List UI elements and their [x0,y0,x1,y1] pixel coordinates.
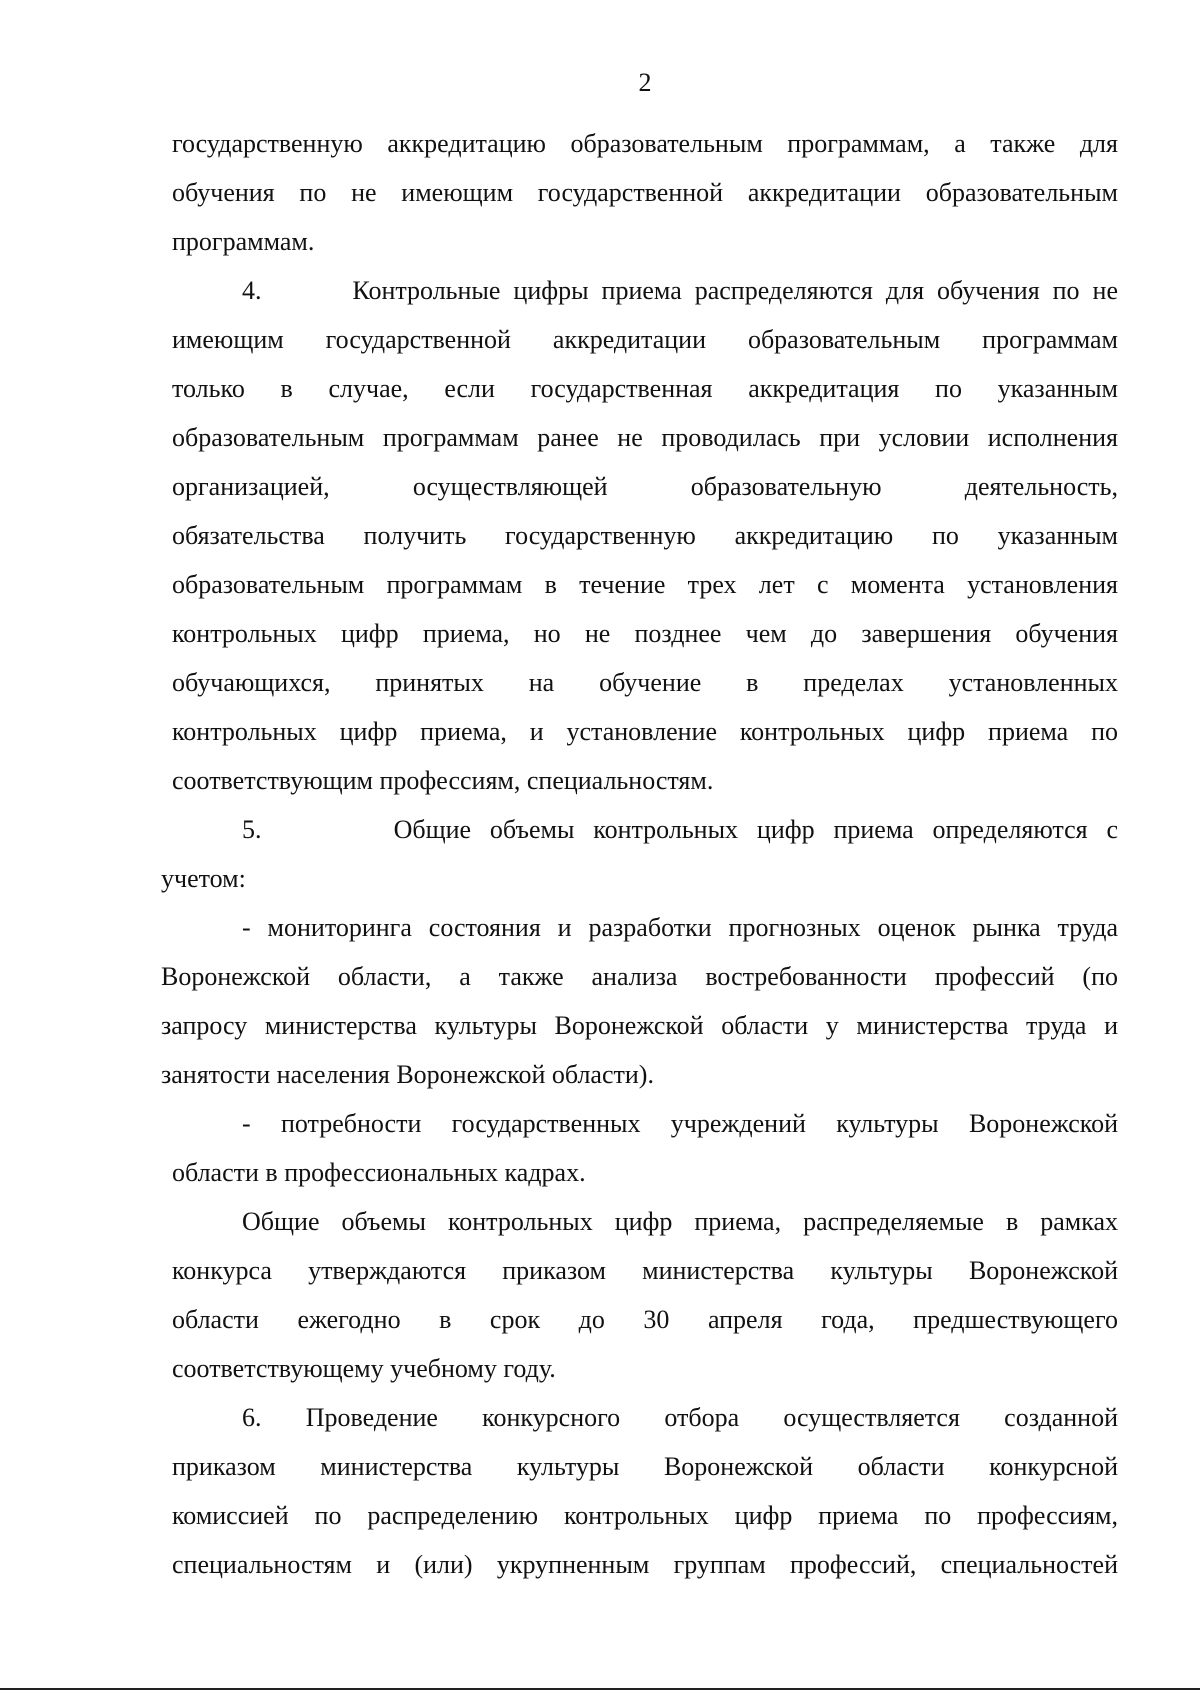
text-line: контрольных цифр приема, и установление контрольных цифр приема по [172,717,1118,746]
text-line: только в случае, если государственная аккредитация по указанным [172,374,1118,403]
text-line: государственную аккредитацию образовательным программам, а также для [172,129,1118,158]
text-line: занятости населения Воронежской области). [161,1060,654,1089]
text-line: приказом министерства культуры Воронежской области конкурсной [172,1452,1118,1481]
text-line: обучения по не имеющим государственной аккредитации образовательным [172,178,1118,207]
text-line: Воронежской области, а также анализа востребованности профессий (по [161,962,1118,991]
text-line: образовательным программам ранее не проводилась при условии исполнения [172,423,1118,452]
text-line: специальностям и (или) укрупненным группам профессий, специальностей [172,1550,1118,1579]
text-line: конкурса утверждаются приказом министерства культуры Воронежской [172,1256,1118,1285]
text-line: - потребности государственных учреждений культуры Воронежской [242,1109,1118,1138]
page-number: 2 [638,68,652,97]
text-line: соответствующему учебному году. [172,1354,556,1383]
text-line: контрольных цифр приема, но не позднее чем до завершения обучения [172,619,1118,648]
text-line: программам. [172,227,315,256]
text-line: организацией, осуществляющей образовательную деятельность, [172,472,1118,501]
text-line: запросу министерства культуры Воронежской области у министерства труда и [161,1011,1118,1040]
text-line: 5. Общие объемы контрольных цифр приема определяются с [242,815,1118,844]
text-line: комиссией по распределению контрольных цифр приема по профессиям, [172,1501,1118,1530]
text-line: - мониторинга состояния и разработки прогнозных оценок рынка труда [242,913,1118,942]
text-line: 4. Контрольные цифры приема распределяются для обучения по не [242,276,1118,305]
text-line: образовательным программам в течение трех лет с момента установления [172,570,1118,599]
text-line: 6. Проведение конкурсного отбора осуществляется созданной [242,1403,1118,1432]
text-line: соответствующим профессиям, специальностям. [172,766,714,795]
text-line: обязательства получить государственную аккредитацию по указанным [172,521,1118,550]
text-line: имеющим государственной аккредитации образовательным программам [172,325,1118,354]
text-line: обучающихся, принятых на обучение в пределах установленных [172,668,1118,697]
text-line: области ежегодно в срок до 30 апреля года, предшествующего [172,1305,1118,1334]
text-line: учетом: [161,864,246,893]
text-line: Общие объемы контрольных цифр приема, распределяемые в рамках [242,1207,1118,1236]
page-bottom-rule [0,1688,1200,1690]
document-body [161,119,1118,1589]
text-line: области в профессиональных кадрах. [172,1158,586,1187]
